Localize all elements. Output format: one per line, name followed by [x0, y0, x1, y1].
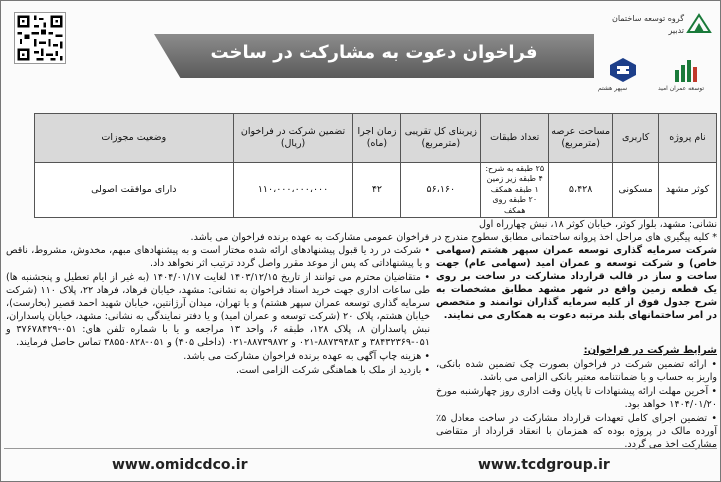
- group-name: گروه توسعه ساختمان: [611, 14, 684, 23]
- left-item: • شرکت در رد یا قبول پیشنهادهای ارائه شده مختار است و به پیشنهادهای مبهم، مخدوش، مشروط، ناقص و یا پیشنهاداتی که پس از موعد مقرر واصل گردد ترتیب اثر نخواهد داد.: [6, 245, 430, 269]
- intro-paragraph: شرکت سرمایه گذاری توسعه عمران سپهر هشتم (سهامی خاص) و شرکت توسعه و عمران امید (سهامی عام) جهت ساخت و ساز در قالب قرارداد مشارکت در ساخت بر روی یک قطعه زمین واقع در شهر مشهد مطابق مشخصات به شرح جدول فوق از کلیه سرمایه گذاران توانمند و متخصص در امر ساختمانهای بلند مرتبه دعوت به همکاری می نمایند.: [436, 245, 717, 321]
- floors-line-2: ۴ طبقه زیر زمین: [486, 174, 543, 184]
- col-project: نام پروژه: [659, 114, 717, 163]
- condition-item: • تضمین اجرای کامل تعهدات قرارداد مشارکت در ساخت معادل ۵٪ آورده مالک در پروژه بوده که همزمان با انعقاد قرارداد از متقاضی مشارکت اخذ می گردد.: [436, 413, 717, 450]
- cell-permits: دارای موافقت اصولی: [35, 163, 234, 218]
- cell-land-area: ۵،۴۲۸: [549, 163, 613, 218]
- col-guarantee: تضمین شرکت در فراخوان (ریال): [233, 114, 353, 163]
- condition-item: • ارائه تضمین شرکت در فراخوان بصورت چک تضمین شده بانکی، واریز به حساب و یا ضمانتنامه معتبر بانکی الزامی می باشد.: [436, 359, 717, 383]
- left-item: • بازدید از ملک با هماهنگی شرکت الزامی است.: [235, 365, 430, 376]
- floors-line-1: ۲۵ طبقه به شرح:: [485, 164, 545, 173]
- cell-floors: [481, 163, 549, 218]
- col-land-area: مساحت عرصه (مترمربع): [549, 114, 613, 163]
- table-row: [35, 163, 717, 218]
- col-duration: زمان اجرا (ماه): [353, 114, 401, 163]
- left-item: • متقاضیان محترم می توانند از تاریخ ۱۴۰۳/۱۲/۱۵ لغایت ۱۴۰۴/۰۱/۱۷ (به غیر از ایام تعطیل و پنجشنبه ها) طی ساعات اداری جهت خرید اسناد فراخوان به نشانی: مشهد، خیابان فرهاد، فرهاد ۲۲، پلاک ۱۱۰ (شرکت سرمایه گذاری توسعه عمران سپهر هشتم) و یا تهران، میدان آرژانتین، خیابان شهید احمد قصیر (بخارست)، خیابان هشتم، پلاک ۲۰ (شرکت توسعه و عمران امید) و یا دفتر نمایندگی به نشانی: مشهد، خیابان پاسداران، نبش پاسداران ۸، پلاک ۱۲۸، طبقه ۶، واحد ۱۳ مراجعه و یا با شماره تلفن های: ۰۵۱-۳۷۶۷۸۴۲۹ و ۰۵۱-۳۸۴۳۲۳۶۹ و ۸۸۷۳۹۴۸۳-۰۲۱ و ۸۸۷۳۹۸۷۲-۰۲۱ (داخلی ۴۰۵) و ۰۵۱-۳۸۵۵۰۸۲۸ تماس حاصل فرمایند.: [6, 272, 431, 348]
- group-subname: تدبیر: [668, 26, 684, 35]
- floors-line-3: ۱ طبقه همکف: [490, 184, 539, 194]
- group-logo-icon: [686, 12, 712, 34]
- address-line: نشانی: مشهد، بلوار کوثر، خیابان کوثر ۱۸، نبش چهارراه اول: [478, 219, 717, 230]
- url-omid[interactable]: www.omidcdco.ir: [112, 457, 248, 473]
- omid-logo-icon: [672, 56, 702, 84]
- footer: [4, 448, 717, 478]
- page-title: فراخوان دعوت به مشارکت در ساخت: [210, 42, 538, 63]
- conditions-title: شرایط شرکت در فراخوان:: [583, 345, 717, 356]
- cell-duration: ۴۲: [353, 163, 401, 218]
- col-floors: تعداد طبقات: [481, 114, 549, 163]
- cell-guarantee: ۱۱۰،۰۰۰،۰۰۰،۰۰۰: [233, 163, 353, 218]
- url-tcdgroup[interactable]: www.tcdgroup.ir: [478, 457, 610, 473]
- permit-note: * کلیه پیگیری های مراحل اخذ پروانه ساختمانی مطابق سطوح مندرج در فراخوان عمومی مشارکت به عهده برنده فراخوان می باشد.: [190, 232, 717, 243]
- col-permits: وضعیت مجوزات: [35, 114, 234, 163]
- left-column: [6, 244, 430, 448]
- col-built-area: زیربنای کل تقریبی (مترمربع): [401, 114, 481, 163]
- cell-project: کوثر مشهد: [659, 163, 717, 218]
- sepehr-logo: [594, 56, 654, 92]
- cell-built-area: ۵۶،۱۶۰: [401, 163, 481, 218]
- floors-line-4: ۲۰ طبقه روی همکف: [492, 195, 538, 215]
- header: [4, 6, 717, 92]
- project-table: [34, 113, 717, 218]
- condition-item: • آخرین مهلت ارائه پیشنهادات تا پایان وقت اداری روز چهارشنبه مورخ ۱۴۰۴/۰۱/۲۰ خواهد بود.: [436, 386, 717, 410]
- sepehr-logo-icon: [608, 56, 638, 84]
- cell-use: مسکونی: [613, 163, 659, 218]
- omid-logo: [656, 56, 718, 92]
- table-header-row: [35, 114, 717, 163]
- qr-code-icon: [14, 12, 66, 64]
- col-use: کاربری: [613, 114, 659, 163]
- group-logo: [612, 12, 712, 42]
- sepehr-caption: سپهر هشتم: [598, 85, 628, 92]
- left-item: • هزینه چاپ آگهی به عهده برنده فراخوان مشارکت می باشد.: [183, 351, 430, 362]
- conditions-list: [436, 358, 717, 450]
- omid-caption: توسعه عمران امید: [658, 85, 704, 92]
